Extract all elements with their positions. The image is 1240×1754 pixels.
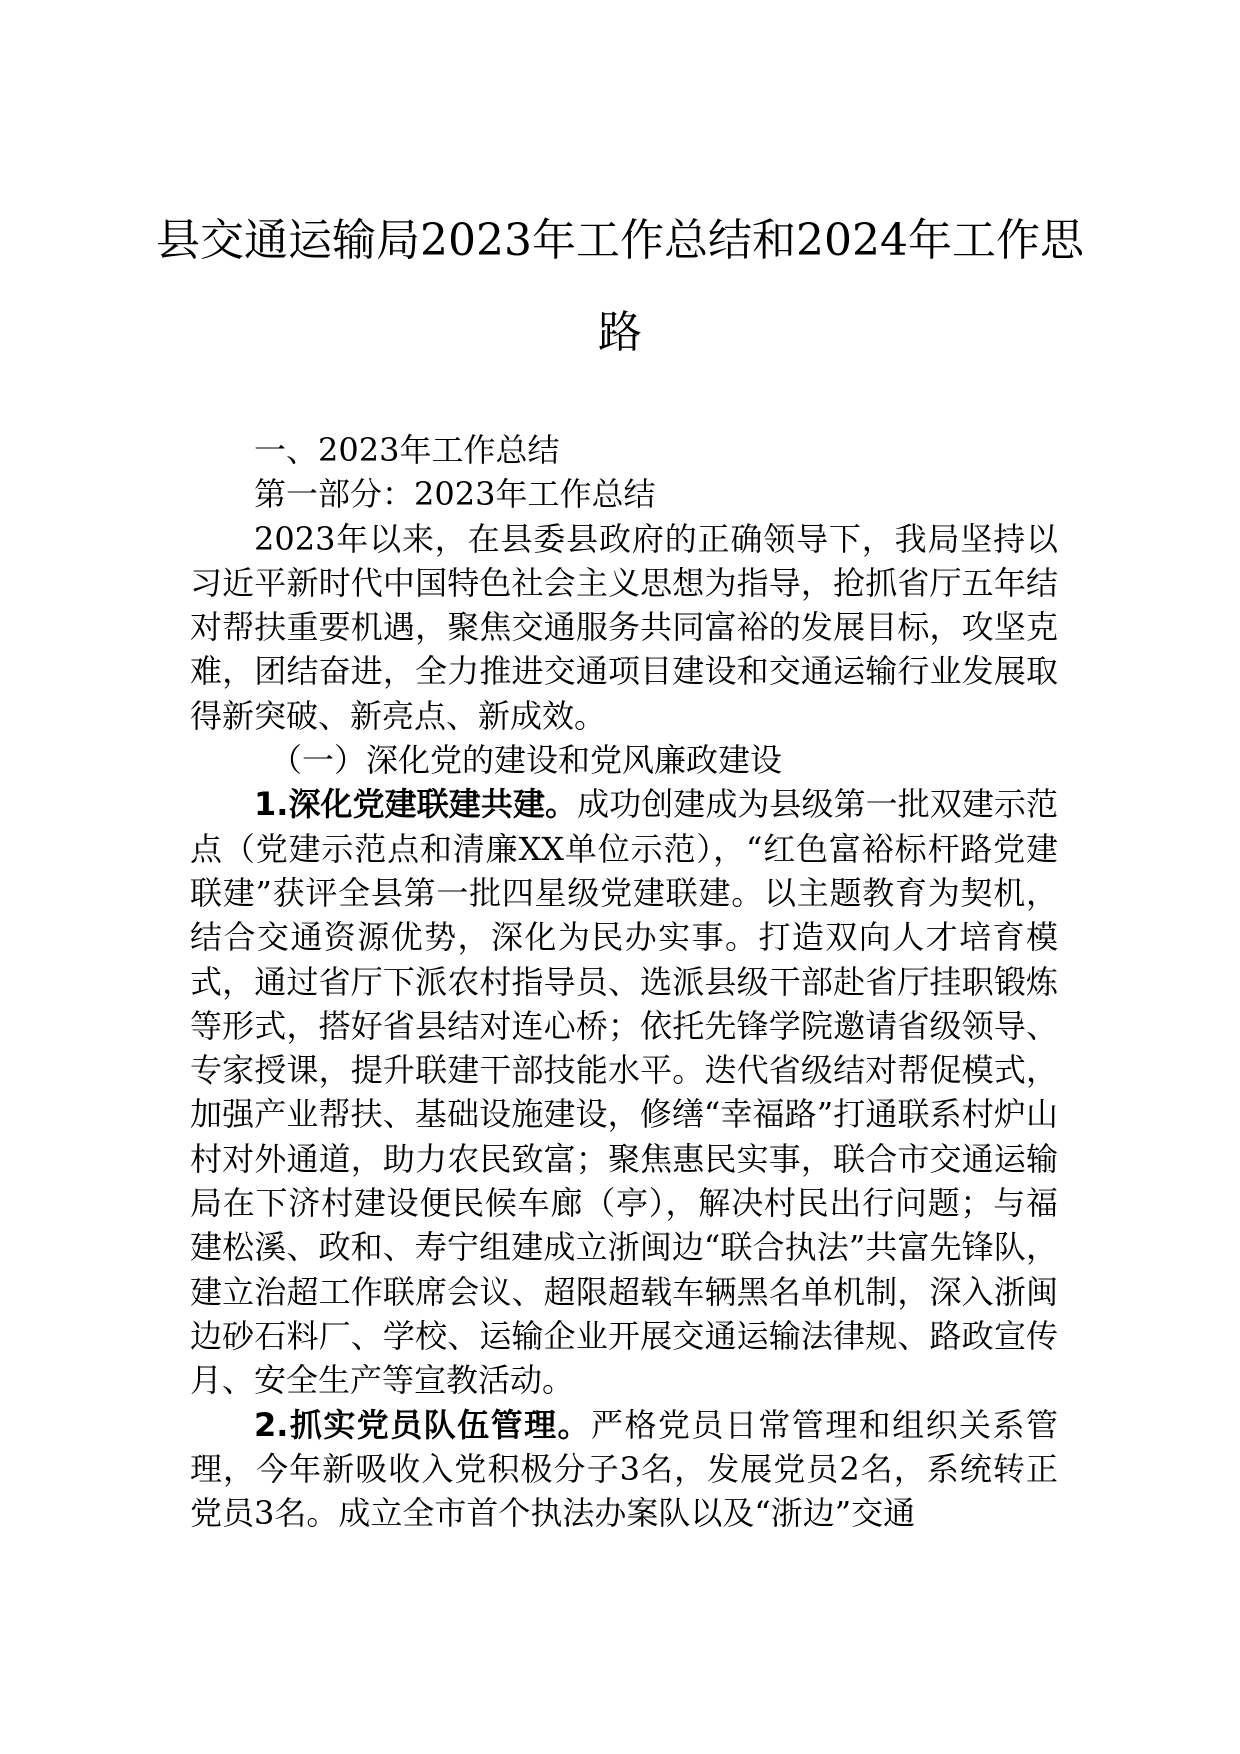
document-title: 县交通运输局2023年工作总结和2024年工作思路 (156, 215, 1084, 358)
item-1-lead: 1.深化党建联建共建。 (254, 785, 578, 824)
item-1-paragraph (190, 782, 1058, 1402)
item-2-paragraph (190, 1403, 1058, 1536)
item-2-lead: 2.抓实党员队伍管理。 (254, 1405, 592, 1444)
heading-1: 一、2023年工作总结 (254, 431, 560, 469)
section-1-heading: （一）深化党的建设和党风廉政建设 (270, 741, 783, 780)
intro-paragraph: 2023年以来，在县委县政府的正确领导下，我局坚持以习近平新时代中国特色社会主义思想为指导，抢抓省厅五年结对帮扶重要机遇，聚焦交通服务共同富裕的发展目标，攻坚克难，团结奋进，全力推进交通项目建设和交通运输行业发展取得新突破、新亮点、新成效。 (190, 519, 1058, 735)
item-1-text: 成功创建成为县级第一批双建示范点（党建示范点和清廉XX单位示范），“红色富裕标杆路党建联建”获评全县第一批四星级党建联建。以主题教育为契机，结合交通资源优势，深化为民办实事。打造双向人才培育模式，通过省厅下派农村指导员、选派县级干部赴省厅挂职锻炼等形式，搭好省县结对连心桥；依托先锋学院邀请省级领导、专家授课，提升联建干部技能水平。迭代省级结对帮促模式，加强产业帮扶、基础设施建设，修缮“幸福路”打通联系村炉山村对外通道，助力农民致富；聚焦惠民实事，联合市交通运输局在下济村建设便民候车廊（亭），解决村民出行问题；与福建松溪、政和、寿宁组建成立浙闽边“联合执法”共富先锋队，建立治超工作联席会议、超限超载车辆黑名单机制，深入浙闽边砂石料厂、学校、运输企业开展交通运输法律规、路政宣传月、安全生产等宣教活动。 (190, 785, 1058, 1400)
document-body (190, 428, 1058, 1535)
heading-2: 第一部分：2023年工作总结 (254, 475, 656, 514)
item-2-text: 严格党员日常管理和组织关系管理，今年新吸收入党积极分子3名，发展党员2名，系统转正党员3名。成立全市首个执法办案队以及“浙边”交通 (190, 1405, 1058, 1533)
